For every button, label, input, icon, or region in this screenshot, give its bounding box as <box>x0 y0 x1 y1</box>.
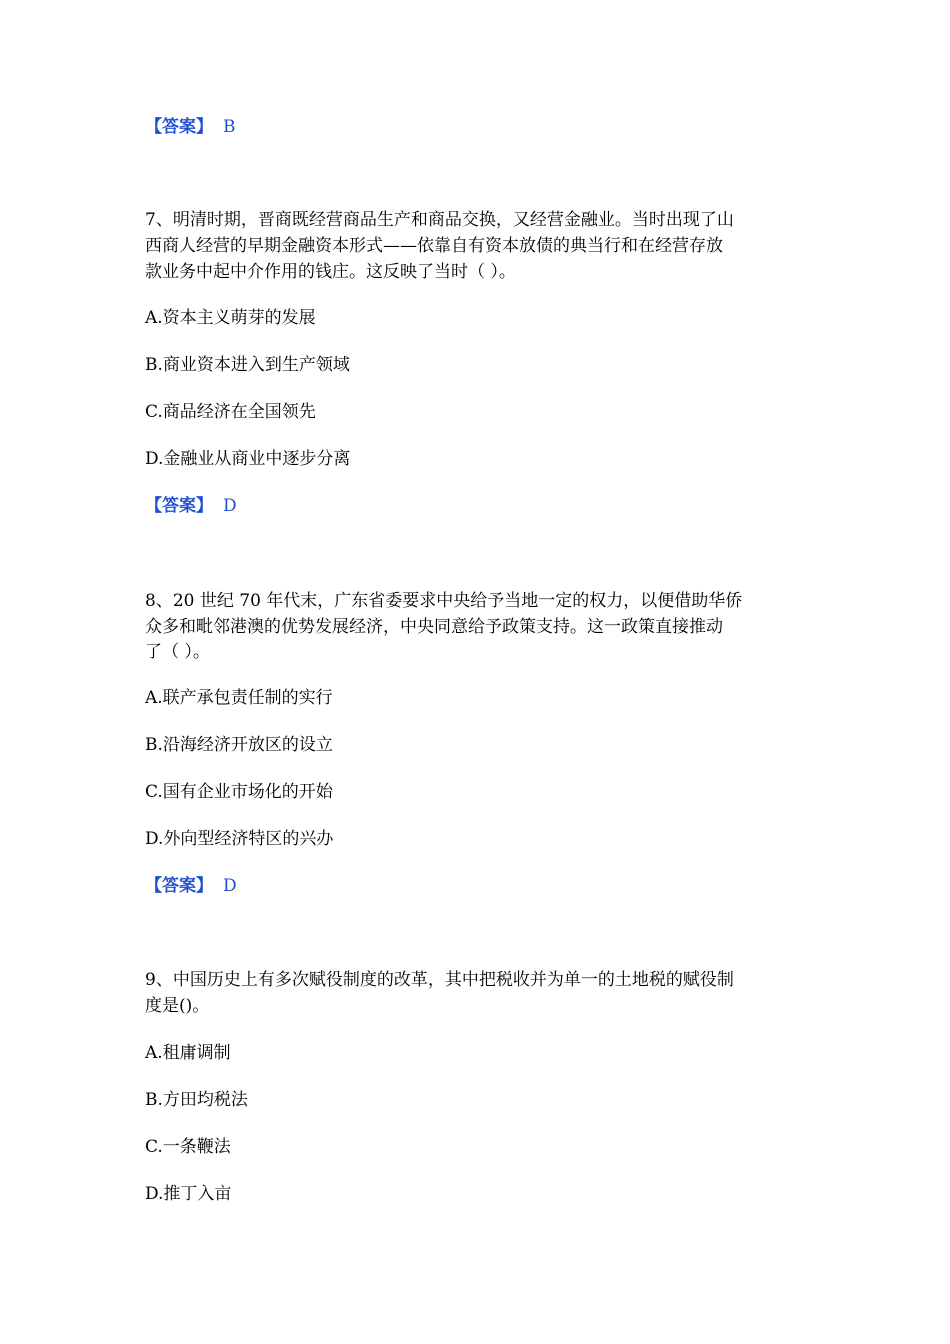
question-9-stem-line-1: 9、中国历史上有多次赋役制度的改革，其中把税收并为单一的土地税的赋役制 <box>145 970 734 990</box>
question-8-option-a: A.联产承包责任制的实行 <box>145 688 333 708</box>
question-9-option-b: B.方田均税法 <box>145 1090 248 1110</box>
question-8-stem-line-1: 8、20 世纪 70 年代末，广东省委要求中央给予当地一定的权力，以便借助华侨 <box>145 591 743 611</box>
question-9-option-d: D.推丁入亩 <box>145 1184 232 1204</box>
question-9-option-c: C.一条鞭法 <box>145 1137 231 1157</box>
answer-open-bracket: 【 <box>145 496 162 516</box>
question-7-answer-line <box>145 494 237 518</box>
question-8-option-b: B.沿海经济开放区的设立 <box>145 735 333 755</box>
question-8-option-d: D.外向型经济特区的兴办 <box>145 829 334 849</box>
question-7-option-c: C.商品经济在全国领先 <box>145 402 316 422</box>
answer-open-bracket: 【 <box>145 117 162 137</box>
answer-value: D <box>223 876 237 896</box>
answer-label: 答案 <box>162 117 196 137</box>
question-7-stem-line-3: 款业务中起中介作用的钱庄。这反映了当时（ ）。 <box>145 262 516 282</box>
question-7-stem-line-2: 西商人经营的早期金融资本形式——依靠自有资本放债的典当行和在经营存放 <box>145 236 723 256</box>
question-9-option-a: A.租庸调制 <box>145 1043 231 1063</box>
answer-value: D <box>223 496 237 516</box>
question-8-stem-line-2: 众多和毗邻港澳的优势发展经济，中央同意给予政策支持。这一政策直接推动 <box>145 617 723 637</box>
answer-close-bracket: 】 <box>196 117 213 137</box>
question-7-option-b: B.商业资本进入到生产领域 <box>145 355 350 375</box>
question-7-stem-line-1: 7、明清时期，晋商既经营商品生产和商品交换，又经营金融业。当时出现了山 <box>145 210 734 230</box>
answer-label: 答案 <box>162 876 196 896</box>
question-8-option-c: C.国有企业市场化的开始 <box>145 782 333 802</box>
answer-close-bracket: 】 <box>196 876 213 896</box>
answer-close-bracket: 】 <box>196 496 213 516</box>
question-8-stem-line-3: 了（ ）。 <box>145 642 210 662</box>
answer-label: 答案 <box>162 496 196 516</box>
question-9-stem-line-2: 度是()。 <box>145 996 210 1016</box>
answer-open-bracket: 【 <box>145 876 162 896</box>
answer-line-prev <box>145 115 236 139</box>
question-7-option-d: D.金融业从商业中逐步分离 <box>145 449 351 469</box>
question-8-answer-line <box>145 874 237 898</box>
question-7-option-a: A.资本主义萌芽的发展 <box>145 308 316 328</box>
answer-value: B <box>223 117 236 137</box>
